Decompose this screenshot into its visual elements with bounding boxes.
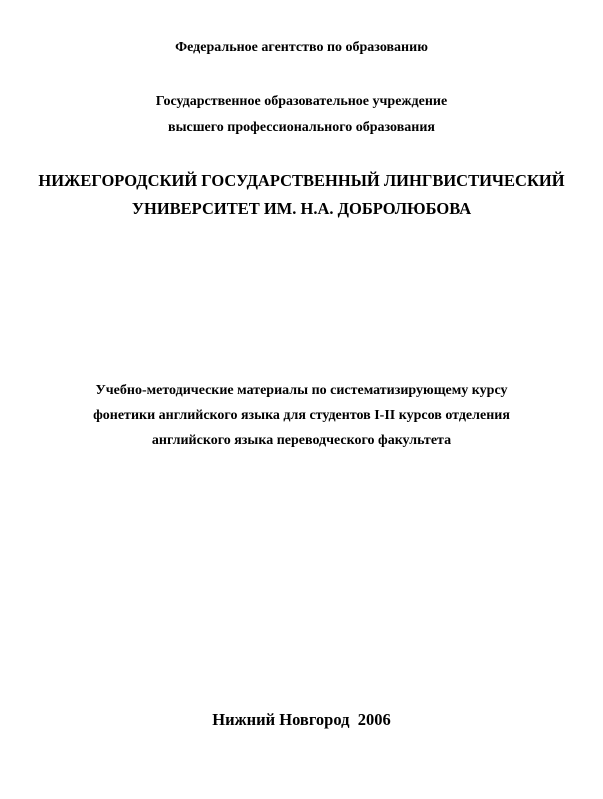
description-line-3: английского языка переводческого факультета bbox=[151, 433, 452, 448]
institution-line-1: Государственное образовательное учреждение bbox=[155, 94, 448, 109]
description-line-2: фонетики английского языка для студентов I-II курсов отделения bbox=[93, 408, 510, 423]
city-and-year: Нижний Новгород 2006 bbox=[212, 710, 391, 729]
university-name-line-1: НИЖЕГОРОДСКИЙ ГОСУДАРСТВЕННЫЙ ЛИНГВИСТИЧЕСКИЙ bbox=[38, 171, 565, 190]
university-name-line-2: УНИВЕРСИТЕТ ИМ. Н.А. ДОБРОЛЮБОВА bbox=[131, 199, 472, 218]
description-line-1: Учебно-методические материалы по систематизирующему курсу bbox=[95, 383, 508, 398]
agency-name: Федеральное агентство по образованию bbox=[175, 40, 428, 55]
institution-line-2: высшего профессионального образования bbox=[168, 120, 435, 135]
